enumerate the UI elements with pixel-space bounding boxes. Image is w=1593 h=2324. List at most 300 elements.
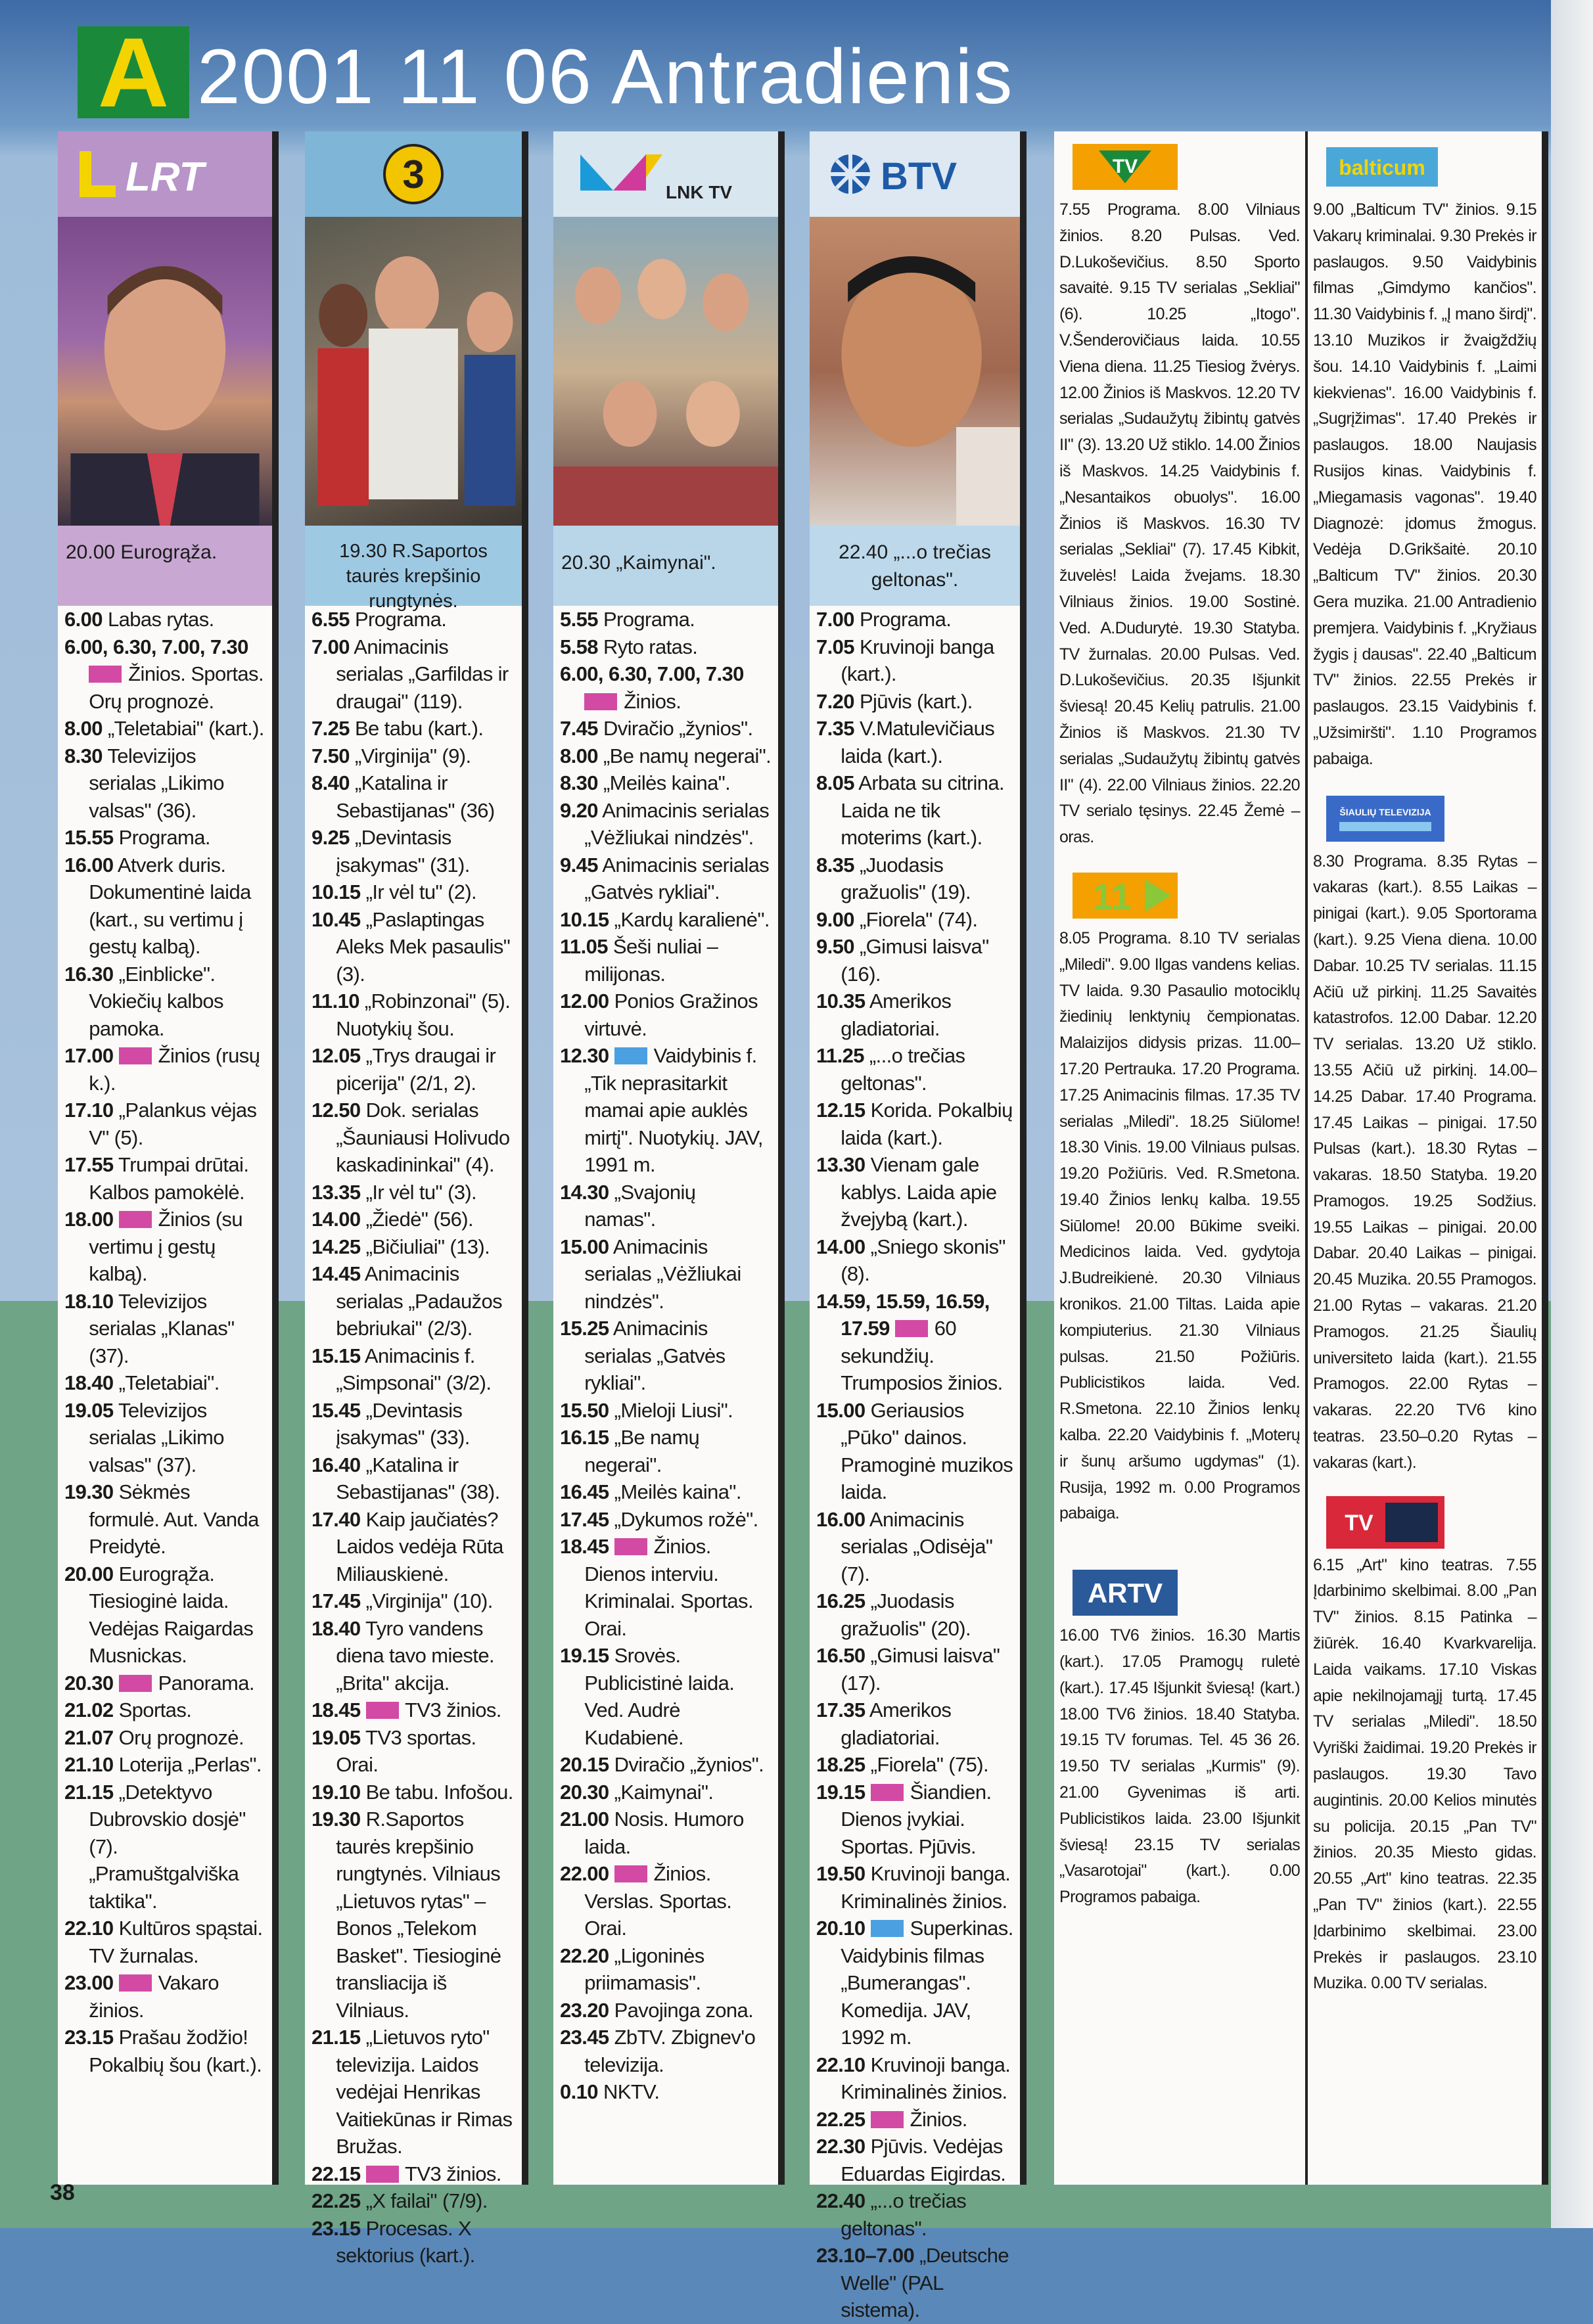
presenter-photo <box>58 217 272 526</box>
program-time: 14.00 <box>312 1208 361 1231</box>
program-time: 8.30 <box>64 744 103 767</box>
program-title: R.Saportos taurės krepšinio rungtynės. Vilniaus „Lietuvos rytas" – Bonos „Telekom Basket". Tiesioginė transliacija iš Vilniaus. <box>336 1808 501 2022</box>
svg-text:balticum: balticum <box>1339 156 1425 179</box>
program-title: V.Matulevičiaus laida (kart.). <box>841 717 995 767</box>
program-entry <box>816 1779 1013 1861</box>
tv3-logo <box>305 131 522 217</box>
program-time: 12.05 <box>312 1044 361 1067</box>
program-title: „Žiedė" (56). <box>360 1208 474 1231</box>
program-time: 20.30 <box>560 1780 609 1804</box>
program-time: 15.00 <box>560 1235 609 1258</box>
program-time: 18.00 <box>64 1208 114 1231</box>
program-time: 17.40 <box>312 1507 361 1531</box>
program-time: 19.30 <box>64 1480 114 1503</box>
balticum-logo <box>1326 141 1542 193</box>
schedule-lnk <box>553 606 778 2106</box>
program-time: 22.00 <box>560 1862 609 1885</box>
program-time: 6.00, 6.30, 7.00, 7.30 <box>560 662 744 685</box>
program-entry <box>560 1779 772 1806</box>
program-entry <box>312 1615 515 1697</box>
featured-program: 22.40 „...o trečias geltonas". <box>810 526 1020 606</box>
program-title: „Gimusi laisva" (17). <box>841 1644 1000 1695</box>
program-title: „Bičiuliai" (13). <box>360 1235 490 1258</box>
news-badge-icon <box>89 666 122 683</box>
program-title: TV3 sportas. Orai. <box>336 1725 476 1776</box>
program-entry <box>816 715 1013 769</box>
program-time: 21.07 <box>64 1725 114 1749</box>
program-entry <box>816 2051 1013 2106</box>
program-time: 17.45 <box>560 1507 609 1531</box>
program-title: Vienam gale kablys. Laida apie žvejybą (kart.). <box>841 1153 997 1231</box>
program-title: Sėkmės formulė. Aut. Vanda Preidytė. <box>89 1480 259 1558</box>
program-entry <box>64 1915 266 1969</box>
program-time: 23.15 <box>312 2216 361 2240</box>
program-entry <box>64 1397 266 1479</box>
schedule-lrt <box>58 606 272 2078</box>
lnk-logo-icon <box>567 138 764 210</box>
program-time: 20.15 <box>560 1753 609 1776</box>
program-entry <box>560 1806 772 1860</box>
news-badge-icon <box>871 1784 904 1801</box>
program-entry <box>816 688 1013 716</box>
program-entry <box>816 1860 1013 1915</box>
film-badge-icon <box>871 1920 904 1937</box>
program-entry <box>560 1233 772 1315</box>
program-entry <box>312 1097 515 1179</box>
program-title: Superkinas. Vaidybinis filmas „Bumerangas". Komedija. JAV, 1992 m. <box>841 1917 1013 2049</box>
program-title: Arbata su citrina. Laida ne tik moterims (kart.). <box>841 771 1005 849</box>
program-title: Programa. <box>854 608 952 631</box>
program-time: 7.00 <box>312 635 350 658</box>
program-entry <box>560 1942 772 1997</box>
program-title: „Deutsche Welle" (PAL sistema). <box>841 2244 1009 2321</box>
program-entry <box>560 1533 772 1642</box>
program-time: 14.25 <box>312 1235 361 1258</box>
program-time: 19.05 <box>312 1725 361 1749</box>
program-time: 18.45 <box>560 1535 609 1558</box>
program-time: 21.15 <box>312 2026 361 2049</box>
program-entry <box>64 1478 266 1561</box>
page-edge <box>1551 0 1593 2228</box>
program-title: „Devintasis įsakymas" (31). <box>336 826 470 877</box>
program-title: „...o trečias geltonas". <box>841 2189 967 2240</box>
program-entry <box>816 1915 1013 2051</box>
lnk-logo <box>553 131 778 217</box>
program-entry <box>64 1697 266 1724</box>
program-entry <box>64 1969 266 2024</box>
svg-text:TV: TV <box>1112 156 1138 177</box>
channel-column-lrt <box>58 131 279 2185</box>
program-time: 13.35 <box>312 1180 361 1204</box>
artv-schedule: 16.00 TV6 žinios. 16.30 Martis (kart.). 17.05 Pramogų ruletė (kart.). 17.45 Išjunkit šviesą! (kart.) 18.00 TV6 žinios. 18.40 Statyba. 19.15 TV forumas. Tel. 45 36 26. 19.50 TV serialas „Kurmis" (9). 21.00 Gyvenimas iš arti. Publicistikos laida. 23.00 Išjunkit šviesą! 23.15 TV serialas „Vasarotojai" (kart.). 0.00 Programos pabaiga. <box>1059 1626 1300 1907</box>
program-time: 15.00 <box>816 1398 866 1422</box>
program-title: Televizijos serialas „Klanas" (37). <box>89 1289 235 1367</box>
program-title: TV3 žinios. <box>400 2162 501 2185</box>
program-entry <box>560 906 772 934</box>
program-title: Animacinis serialas „Vėžliukai nindzės". <box>584 798 770 849</box>
program-title: Kruvinoji banga. Kriminalinės žinios. <box>841 2053 1011 2103</box>
program-title: 60 sekundžių. Trumposios žinios. <box>841 1317 1003 1394</box>
program-time: 17.55 <box>64 1153 114 1176</box>
program-entry <box>312 1587 515 1615</box>
pan-tv-logo <box>1326 1496 1542 1549</box>
page-number: 38 <box>50 2180 75 2205</box>
program-title: „Kaimynai". <box>609 1780 714 1804</box>
program-time: 13.30 <box>816 1153 866 1176</box>
program-title: „Sniego skonis" (8). <box>841 1235 1005 1285</box>
svg-text:LRT: LRT <box>126 154 204 200</box>
program-entry <box>64 742 266 825</box>
program-title: Animacinis serialas „Garfildas ir draugai" (119). <box>336 635 509 713</box>
program-entry <box>560 1642 772 1751</box>
basketball-photo <box>305 217 522 526</box>
program-entry <box>816 1642 1013 1697</box>
program-entry <box>312 824 515 878</box>
program-time: 20.00 <box>64 1562 114 1585</box>
program-title: Srovės. Publicistinė laida. Ved. Audrė Kudabienė. <box>584 1644 735 1749</box>
program-entry <box>64 824 266 852</box>
program-title: „Trys draugai ir picerija" (2/1, 2). <box>336 1044 496 1095</box>
program-time: 10.45 <box>312 907 361 931</box>
basketball-players-icon <box>305 217 522 526</box>
program-title: „Kardų karalienė". <box>609 907 770 931</box>
program-entry <box>312 1506 515 1588</box>
artv-logo <box>1073 1566 1305 1619</box>
program-time: 14.30 <box>560 1180 609 1204</box>
program-time: 18.40 <box>64 1371 114 1394</box>
news-badge-icon <box>614 1538 647 1555</box>
featured-program: 20.30 „Kaimynai". <box>553 526 778 606</box>
program-time: 6.00, 6.30, 7.00, 7.30 <box>64 635 248 658</box>
program-title: Animacinis serialas „Gatvės rykliai". <box>584 1317 726 1394</box>
svg-text:LNK TV: LNK TV <box>666 182 733 202</box>
program-title: Korida. Pokalbių laida (kart.). <box>841 1099 1013 1149</box>
program-entry <box>64 1097 266 1151</box>
program-time: 11.10 <box>312 990 359 1013</box>
program-entry <box>816 2187 1013 2242</box>
program-entry <box>816 1751 1013 1779</box>
program-entry <box>64 633 266 716</box>
program-title: Kaip jaučiatės? Laidos vedėja Rūta Miliauskienė. <box>336 1507 503 1585</box>
program-title: Kruvinoji banga (kart.). <box>841 635 994 685</box>
program-entry <box>312 1451 515 1506</box>
program-title: „Meilės kaina". <box>609 1480 741 1503</box>
program-title: „Ir vėl tu" (3). <box>360 1180 477 1204</box>
program-entry <box>560 1042 772 1179</box>
program-title: Animacinis serialas „Padaužos bebriukai" (2/3). <box>336 1262 503 1340</box>
program-time: 21.15 <box>64 1780 114 1804</box>
program-entry <box>64 1288 266 1370</box>
program-title: Be tabu (kart.). <box>349 717 484 740</box>
program-time: 16.00 <box>64 853 114 877</box>
program-time: 8.35 <box>816 853 854 877</box>
program-entry <box>64 2024 266 2078</box>
program-title: Žinios. <box>618 689 681 713</box>
program-entry <box>816 906 1013 934</box>
program-time: 9.20 <box>560 798 598 822</box>
program-entry <box>560 769 772 797</box>
program-title: Dviračio „žynios". <box>609 1753 764 1776</box>
program-title: ZbTV. Zbignev'o televizija. <box>584 2026 756 2076</box>
program-entry <box>816 633 1013 688</box>
program-title: Vaidybinis f. „Tik neprasitarkit mamai apie auklės mirtį". Nuotykių. JAV, 1991 m. <box>584 1044 763 1176</box>
program-time: 15.45 <box>312 1398 361 1422</box>
program-time: 21.10 <box>64 1753 114 1776</box>
program-time: 22.10 <box>816 2053 866 2076</box>
program-entry <box>312 715 515 742</box>
tv3-logo-icon <box>374 138 453 210</box>
program-time: 23.10–7.00 <box>816 2244 915 2267</box>
program-entry <box>312 606 515 633</box>
program-time: 15.15 <box>312 1344 361 1367</box>
program-time: 7.20 <box>816 689 854 713</box>
svg-text:ŠIAULIŲ TELEVIZIJA: ŠIAULIŲ TELEVIZIJA <box>1339 806 1431 817</box>
program-time: 9.00 <box>816 907 854 931</box>
program-entry <box>816 2133 1013 2187</box>
program-title: Programa. <box>113 826 210 849</box>
program-time: 22.10 <box>64 1917 114 1940</box>
program-time: 23.15 <box>64 2026 114 2049</box>
vilnius-tv-schedule: 7.55 Programa. 8.00 Vilniaus žinios. 8.20 Pulsas. Ved. D.Lukoševičius. 8.50 Sporto savaitė. 9.15 TV serialas „Sekliai" (6). 10.25 „Itogo". V.Šenderovičiaus laida. 10.55 Viena diena. 11.25 Tiesiog žvėrys. 12.00 Žinios iš Maskvos. 12.20 TV serialas „Sudaužytų žibintų gatvės II" (3). 13.20 Už stiklo. 14.00 Žinios iš Maskvos. 14.25 Vaidybinis f. „Nesantaikos obuolys". 16.00 Žinios iš Maskvos. 16.30 TV serialas „Sekliai" (7). 17.45 Kibkit, žuvelės! Laida žvejams. 18.30 Vilniaus žinios. 19.00 Sostinė. Ved. A.Dudurytė. 19.30 Statyba. TV žurnalas. 20.00 Pulsas. Ved. D.Lukoševičius. 20.35 Išjunkit šviesą! 20.45 Kelių patrulis. 21.00 Žinios iš Maskvos. 21.30 TV serialas „Sudaužytų žibintų gatvės II" (4). 22.00 Vilniaus žinios. 22.20 TV serialo tęsinys. 22.45 Žemė – oras. <box>1059 200 1300 847</box>
program-title: „Palankus vėjas V" (5). <box>89 1099 257 1149</box>
program-time: 19.05 <box>64 1398 114 1422</box>
program-time: 5.55 <box>560 608 598 631</box>
vilnius-tv-logo <box>1073 141 1305 193</box>
program-title: „Katalina ir Sebastijanas" (38). <box>336 1453 500 1503</box>
program-entry <box>560 606 772 633</box>
program-time: 9.50 <box>816 935 854 958</box>
program-entry <box>560 1506 772 1534</box>
program-entry <box>816 988 1013 1042</box>
program-entry <box>816 1097 1013 1151</box>
program-title: NKTV. <box>597 2080 660 2103</box>
program-time: 19.50 <box>816 1862 866 1885</box>
svg-text:TV: TV <box>1345 1510 1374 1536</box>
program-entry <box>560 797 772 852</box>
program-title: Prašau žodžio! Pokalbių šou (kart.). <box>89 2026 262 2076</box>
lrt-logo <box>58 131 272 217</box>
news-badge-icon <box>871 2111 904 2128</box>
program-entry <box>312 769 515 824</box>
program-time: 19.30 <box>312 1808 361 1831</box>
program-time: 16.30 <box>64 962 114 986</box>
program-title: Kruvinoji banga. Kriminalinės žinios. <box>841 1862 1011 1913</box>
program-entry <box>312 878 515 906</box>
news-badge-icon <box>895 1320 928 1337</box>
program-time: 9.45 <box>560 853 598 877</box>
featured-program: 20.00 Eurogrąža. <box>58 526 272 606</box>
program-title: Pjūvis. Vedėjas Eduardas Eigirdas. <box>841 2135 1006 2185</box>
program-entry <box>816 1288 1013 1397</box>
program-title: Žinios. Dienos interviu. Kriminalai. Sportas. Orai. <box>584 1535 753 1640</box>
program-time: 19.10 <box>312 1780 361 1804</box>
program-entry <box>312 1260 515 1342</box>
program-time: 16.50 <box>816 1644 866 1667</box>
program-entry <box>560 1751 772 1779</box>
program-time: 12.00 <box>560 990 609 1013</box>
program-title: „Lietuvos ryto" televizija. Laidos vedėjai Henrikas Vaitiekūnas ir Rimas Bružas. <box>336 2026 513 2158</box>
program-time: 19.15 <box>560 1644 609 1667</box>
program-entry <box>560 1424 772 1478</box>
program-time: 8.05 <box>816 771 854 794</box>
program-entry <box>312 1342 515 1397</box>
program-time: 12.15 <box>816 1099 866 1122</box>
program-title: Loterija „Perlas". <box>113 1753 262 1776</box>
program-time: 18.40 <box>312 1616 361 1640</box>
program-title: „Fiorela" (74). <box>854 907 978 931</box>
program-time: 14.59, 15.59, 16.59, 17.59 <box>816 1289 990 1340</box>
program-title: Šiandien. Dienos įvykiai. Sportas. Pjūvis. <box>841 1780 992 1858</box>
program-title: Tyro vandens diena tavo mieste. „Brita" akcija. <box>336 1616 494 1695</box>
program-title: Žinios. Sportas. Orų prognozė. <box>89 662 264 713</box>
btv-logo <box>810 131 1020 217</box>
program-entry <box>64 1369 266 1397</box>
program-title: „Meilės kaina". <box>597 771 731 794</box>
program-entry <box>560 852 772 906</box>
pan-tv-logo-icon <box>1326 1496 1444 1549</box>
program-time: 23.45 <box>560 2026 609 2049</box>
program-time: 10.15 <box>312 880 361 903</box>
program-entry <box>816 1042 1013 1097</box>
program-time: 19.15 <box>816 1780 866 1804</box>
program-title: „Virginija" (9). <box>349 744 471 767</box>
program-title: Atverk duris. Dokumentinė laida (kart., su vertimu į gestų kalbą). <box>89 853 251 958</box>
tv11-schedule: 8.05 Programa. 8.10 TV serialas „Miledi". 9.00 Ilgas vandens kelias. TV laida. 9.30 Pasaulio motociklų žiedinių lenktynių čempionatas. Malaizijos didysis prizas. 11.00–17.20 Pertrauka. 17.20 Programa. 17.25 Animacinis filmas. 17.35 TV serialas „Miledi". 18.25 Siūlome! 18.30 Vinis. 19.00 Vilniaus pulsas. 19.20 Požiūris. Ved. R.Smetona. 19.40 Žinios lenkų kalba. 19.55 Siūlome! 20.00 Būkime sveiki. Medicinos laida. Ved. gydytoja J.Budreikienė. 20.30 Vilniaus kronikos. 21.00 Tiltas. Laida apie kompiuterius. 21.30 Vilniaus pulsas. 21.50 Požiūris. Publicistikos laida. Ved. R.Smetona. 22.10 Žinios lenkų kalba. 22.20 Vaidybinis f. „Moterų ir šunų aršumo ugdymas" (1). Rusija, 1992 m. 0.00 Programos pabaiga. <box>1059 928 1300 1523</box>
program-entry <box>312 1697 515 1724</box>
program-time: 9.25 <box>312 826 350 849</box>
program-title: Kultūros spąstai. TV žurnalas. <box>89 1917 263 1967</box>
program-entry <box>312 1806 515 2024</box>
program-time: 8.00 <box>560 744 598 767</box>
program-entry <box>312 2215 515 2269</box>
program-title: Ponios Gražinos virtuvė. <box>584 990 758 1040</box>
news-badge-icon <box>614 1865 647 1882</box>
program-time: 8.00 <box>64 717 103 740</box>
pan-tv-schedule: 6.15 „Art" kino teatras. 7.55 Įdarbinimo skelbimai. 8.00 „Pan TV" žinios. 8.15 Patinka – žiūrėk. 16.40 Kvarkvarelija. Laida vaikams. 17.10 Viskas apie nekilnojamąjį turtą. 17.45 TV serialas „Miledi". 18.50 Vyriški žaidimai. 19.20 Prekės ir paslaugos. 19.30 Tavo augintinis. 20.00 Kelios minutės su policija. 20.15 „Pan TV" žinios. 20.35 Miesto gidas. 20.55 „Art" kino teatras. 22.35 „Pan TV" žinios (kart.). 22.55 Įdarbinimo skelbimai. 23.00 Prekės ir paslaugos. 23.10 Muzika. 0.00 TV serialas. <box>1313 1555 1536 1993</box>
program-entry <box>816 1587 1013 1642</box>
sitcom-cast-photo <box>553 217 778 526</box>
svg-text:ARTV: ARTV <box>1087 1578 1163 1609</box>
program-time: 18.45 <box>312 1698 361 1721</box>
program-title: „Dykumos rožė". <box>609 1507 758 1531</box>
program-entry <box>64 1779 266 1915</box>
page-title: 2001 11 06 Antradienis <box>197 34 1014 120</box>
program-title: Vakaro žinios. <box>89 1971 219 2022</box>
program-time: 5.58 <box>560 635 598 658</box>
program-entry <box>816 2242 1013 2324</box>
program-time: 16.00 <box>816 1507 866 1531</box>
program-entry <box>312 988 515 1042</box>
program-time: 18.10 <box>64 1289 114 1313</box>
program-time: 17.35 <box>816 1698 866 1721</box>
program-time: 7.35 <box>816 717 854 740</box>
featured-program: 19.30 R.Saportos taurės krepšinio rungtynės. <box>305 526 522 606</box>
tv11-logo <box>1073 869 1305 922</box>
program-time: 17.10 <box>64 1099 114 1122</box>
page-header <box>0 0 1593 127</box>
btv-logo-icon <box>816 138 1013 210</box>
program-title: Nosis. Humoro laida. <box>584 1808 744 1858</box>
program-title: TV3 žinios. <box>400 1698 501 1721</box>
program-time: 0.10 <box>560 2080 598 2103</box>
program-time: 23.20 <box>560 1998 609 2022</box>
program-time: 7.25 <box>312 717 350 740</box>
news-badge-icon <box>119 1974 152 1992</box>
program-entry <box>312 1779 515 1806</box>
program-entry <box>560 988 772 1042</box>
program-entry <box>560 1478 772 1506</box>
program-title: Šeši nuliai – milijonas. <box>584 935 718 986</box>
program-title: Animacinis serialas „Gatvės rykliai". <box>584 853 770 903</box>
news-badge-icon <box>584 693 617 710</box>
program-time: 15.55 <box>64 826 114 849</box>
program-title: Televizijos serialas „Likimo valsas" (36). <box>89 744 224 822</box>
program-title: „Svajonių namas". <box>584 1180 696 1231</box>
program-title: „Einblicke". Vokiečių kalbos pamoka. <box>89 962 223 1040</box>
program-entry <box>64 715 266 742</box>
program-entry <box>312 1233 515 1261</box>
program-entry <box>560 2078 772 2106</box>
siauliu-tv-logo-icon <box>1326 796 1444 842</box>
program-title: Sportas. <box>113 1698 192 1721</box>
program-entry <box>312 2187 515 2215</box>
program-time: 7.00 <box>816 608 854 631</box>
program-entry <box>816 769 1013 852</box>
program-entry <box>816 1151 1013 1233</box>
program-title: Programa. <box>597 608 695 631</box>
program-title: Procesas. X sektorius (kart.). <box>336 2216 475 2267</box>
svg-text:3: 3 <box>402 152 425 196</box>
program-title: „Fiorela" (75). <box>865 1753 989 1776</box>
program-entry <box>64 1042 266 1097</box>
program-entry <box>560 1315 772 1397</box>
program-time: 8.30 <box>560 771 598 794</box>
program-entry <box>312 2160 515 2188</box>
program-title: Pjūvis (kart.). <box>854 689 973 713</box>
siauliu-tv-logo <box>1326 792 1542 845</box>
news-badge-icon <box>119 1211 152 1228</box>
local-channels-column-2 <box>1308 131 1548 2185</box>
program-title: Panorama. <box>152 1671 254 1695</box>
program-title: Eurogrąža. Tiesioginė laida. Vedėjas Raigardas Musnickas. <box>89 1562 254 1667</box>
program-time: 8.40 <box>312 771 350 794</box>
local-channels-column-1 <box>1054 131 1312 2185</box>
channel-column-lnk <box>553 131 785 2185</box>
program-entry <box>64 1561 266 1670</box>
sitcom-cast-icon <box>553 217 778 526</box>
program-entry <box>312 906 515 988</box>
program-title: Žinios (rusų k.). <box>89 1044 260 1095</box>
news-badge-icon <box>119 1047 152 1064</box>
program-time: 16.15 <box>560 1426 609 1449</box>
program-entry <box>312 1179 515 1206</box>
program-title: Trumpai drūtai. Kalbos pamokėlė. <box>89 1153 249 1204</box>
program-entry <box>560 2024 772 2078</box>
program-entry <box>312 1397 515 1451</box>
program-entry <box>560 933 772 988</box>
program-time: 21.00 <box>560 1808 609 1831</box>
program-title: „Mieloji Liusi". <box>609 1398 733 1422</box>
program-entry <box>816 1697 1013 1751</box>
program-title: „Teletabiai" (kart.). <box>102 717 264 740</box>
program-title: Žinios. <box>904 2107 967 2131</box>
program-entry <box>312 2024 515 2160</box>
program-entry <box>64 1670 266 1697</box>
program-title: Programa. <box>349 608 447 631</box>
program-entry <box>64 1151 266 1206</box>
program-title: Žinios. Verslas. Sportas. Orai. <box>584 1862 732 1940</box>
program-title: Ryto ratas. <box>597 635 698 658</box>
